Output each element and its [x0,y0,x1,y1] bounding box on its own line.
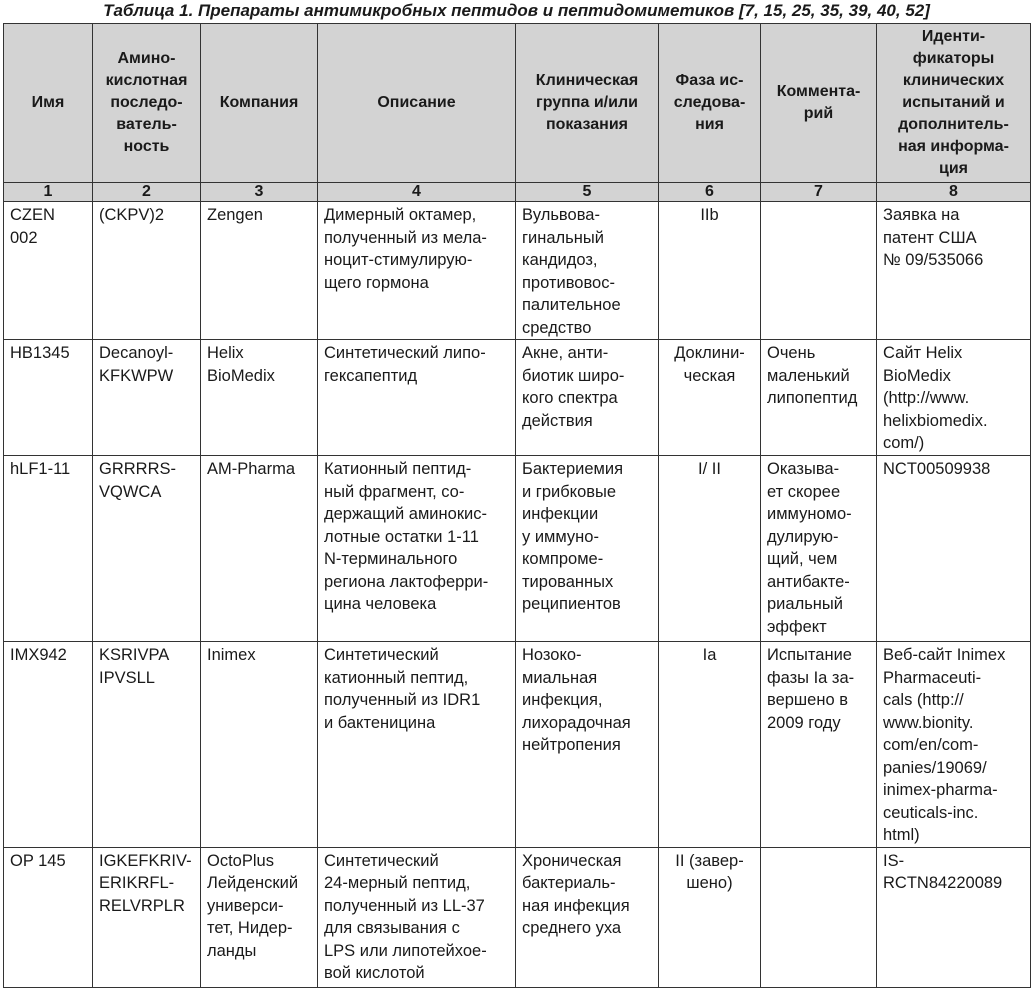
cell-clinical-group: Нозоко- миальная инфекция, лихорадочная нейтропения [516,642,659,848]
cell-name: HB1345 [4,340,93,456]
cell-description: Катионный пептид- ный фрагмент, со- держащий аминокис- лотные остатки 1-11 N-терминального региона лактоферри- цина человека [318,456,516,642]
cell-clinical-group: Вульвова- гинальный кандидоз, противовос- палительное средство [516,202,659,340]
table-caption: Таблица 1. Препараты антимикробных пептидов и пептидомиметиков [7, 15, 25, 35, 39, 40, 52] [103,1,930,20]
cell-name: IMX942 [4,642,93,848]
cell-identifiers: IS- RCTN84220089 [877,847,1031,987]
cell-phase: Ia [659,642,761,848]
header-row [4,24,1031,183]
cell-company: Zengen [201,202,318,340]
cell-description: Димерный октамер, полученный из мела- ноцит-стимулирую- щего гормона [318,202,516,340]
cell-company: Helix BioMedix [201,340,318,456]
column-number: 1 [4,183,93,202]
cell-phase: II (завер- шено) [659,847,761,987]
cell-description: Синтетический липо- гексапептид [318,340,516,456]
header-identifiers: Иденти- фикаторы клинических испытаний и дополнитель- ная информа- ция [877,24,1031,183]
cell-identifiers: Сайт Helix BioMedix (http://www. helixbiomedix. com/) [877,340,1031,456]
header-phase: Фаза ис- следова- ния [659,24,761,183]
cell-name: OP 145 [4,847,93,987]
header-sequence: Амино- кислотная последо- ватель- ность [93,24,201,183]
column-number: 7 [761,183,877,202]
table-row [4,456,1031,642]
cell-phase: IIb [659,202,761,340]
column-number: 3 [201,183,318,202]
cell-name: hLF1-11 [4,456,93,642]
header-clinical-group: Клиническая группа и/или показания [516,24,659,183]
cell-clinical-group: Акне, анти- биотик широ- кого спектра действия [516,340,659,456]
table-row [4,642,1031,848]
header-name: Имя [4,24,93,183]
cell-sequence: KSRIVPA IPVSLL [93,642,201,848]
cell-clinical-group: Бактериемия и грибковые инфекции у иммуно- компроме- тированных реципиентов [516,456,659,642]
cell-identifiers: Заявка на патент США № 09/535066 [877,202,1031,340]
cell-identifiers: NCT00509938 [877,456,1031,642]
cell-comment: Очень маленький липопептид [761,340,877,456]
column-number: 2 [93,183,201,202]
column-number-row [4,183,1031,202]
cell-phase: I/ II [659,456,761,642]
cell-phase: Доклини- ческая [659,340,761,456]
peptide-table [3,23,1031,988]
table-row [4,340,1031,456]
column-number: 5 [516,183,659,202]
cell-sequence: (CKPV)2 [93,202,201,340]
cell-company: AM-Pharma [201,456,318,642]
cell-identifiers: Веб-сайт Inimex Pharmaceuti- cals (http:// www.bionity. com/en/com- panies/19069/ inimex-pharma- ceuticals-inc. html) [877,642,1031,848]
cell-sequence: IGKEFKRIV- ERIKRFL- RELVRPLR [93,847,201,987]
table-row [4,202,1031,340]
cell-name: CZEN 002 [4,202,93,340]
header-comment: Коммента- рий [761,24,877,183]
header-description: Описание [318,24,516,183]
column-number: 4 [318,183,516,202]
cell-company: Inimex [201,642,318,848]
cell-description: Синтетический 24-мерный пептид, полученный из LL-37 для связывания с LPS или липотейхое- вой кислотой [318,847,516,987]
column-number: 6 [659,183,761,202]
cell-comment: Оказыва- ет скорее иммуномо- дулирую- щий, чем антибакте- риальный эффект [761,456,877,642]
header-company: Компания [201,24,318,183]
table-row [4,847,1031,987]
cell-clinical-group: Хроническая бактериаль- ная инфекция среднего уха [516,847,659,987]
cell-comment [761,202,877,340]
column-number: 8 [877,183,1031,202]
cell-comment: Испытание фазы Ia за- вершено в 2009 году [761,642,877,848]
cell-description: Синтетический катионный пептид, полученный из IDR1 и бактеницина [318,642,516,848]
cell-sequence: Decanoyl- KFKWPW [93,340,201,456]
cell-comment [761,847,877,987]
cell-company: OctoPlus Лейденский универси- тет, Нидер- ланды [201,847,318,987]
cell-sequence: GRRRRS- VQWCA [93,456,201,642]
